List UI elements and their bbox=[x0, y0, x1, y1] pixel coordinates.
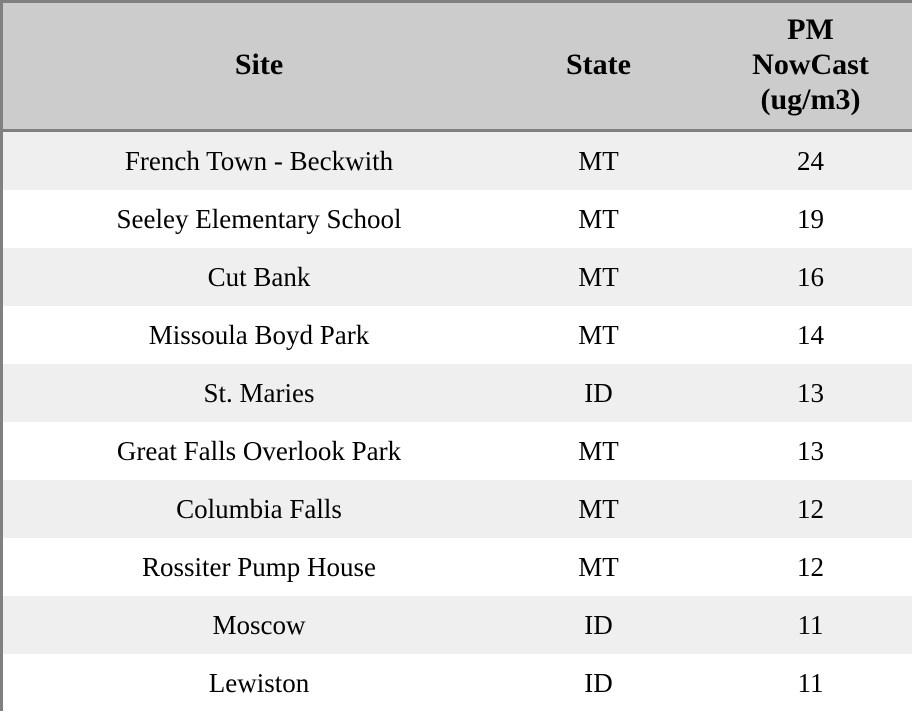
column-header-pm-nowcast-line2: NowCast bbox=[752, 47, 869, 81]
table-body bbox=[3, 131, 912, 712]
cell-state: MT bbox=[578, 203, 619, 234]
cell-pm-nowcast: 12 bbox=[797, 493, 824, 524]
column-header-site: Site bbox=[3, 3, 515, 131]
cell-site: St. Maries bbox=[203, 377, 315, 408]
cell-state: MT bbox=[578, 493, 619, 524]
cell-site: Great Falls Overlook Park bbox=[116, 435, 402, 466]
cell-state: MT bbox=[578, 261, 619, 292]
table-row bbox=[3, 596, 912, 654]
cell-site: Missoula Boyd Park bbox=[148, 319, 370, 350]
table-row bbox=[3, 480, 912, 538]
cell-site: Lewiston bbox=[208, 667, 310, 698]
cell-pm-nowcast: 13 bbox=[797, 435, 824, 466]
cell-pm-nowcast: 12 bbox=[797, 551, 824, 582]
column-header-pm-nowcast-line3: (ug/m3) bbox=[760, 82, 861, 116]
table-row bbox=[3, 364, 912, 422]
cell-site: Moscow bbox=[212, 609, 306, 640]
table-row bbox=[3, 422, 912, 480]
table-header bbox=[3, 3, 912, 131]
cell-site: French Town - Beckwith bbox=[124, 145, 394, 176]
table-row bbox=[3, 654, 912, 712]
table-row bbox=[3, 131, 912, 191]
cell-state: MT bbox=[578, 145, 619, 176]
table-row bbox=[3, 306, 912, 364]
cell-state: MT bbox=[578, 435, 619, 466]
cell-site: Rossiter Pump House bbox=[141, 551, 376, 582]
cell-pm-nowcast: 19 bbox=[797, 203, 824, 234]
cell-state: ID bbox=[584, 377, 613, 408]
table-row bbox=[3, 538, 912, 596]
cell-site: Columbia Falls bbox=[176, 493, 342, 524]
cell-pm-nowcast: 14 bbox=[797, 319, 824, 350]
air-quality-table bbox=[3, 3, 912, 712]
cell-state: ID bbox=[584, 609, 613, 640]
table-row bbox=[3, 190, 912, 248]
column-header-pm-nowcast-line1: PM bbox=[787, 13, 834, 46]
cell-pm-nowcast: 13 bbox=[797, 377, 824, 408]
cell-pm-nowcast: 16 bbox=[797, 261, 824, 292]
cell-state: MT bbox=[578, 551, 619, 582]
cell-site: Seeley Elementary School bbox=[116, 203, 402, 234]
table-row bbox=[3, 248, 912, 306]
cell-pm-nowcast: 24 bbox=[797, 145, 824, 176]
table-header-row bbox=[3, 3, 912, 131]
column-header-state: State bbox=[515, 3, 682, 131]
column-header-pm-nowcast bbox=[682, 3, 912, 131]
cell-state: ID bbox=[584, 667, 613, 698]
cell-site: Cut Bank bbox=[207, 261, 311, 292]
cell-state: MT bbox=[578, 319, 619, 350]
cell-pm-nowcast: 11 bbox=[797, 667, 824, 698]
cell-pm-nowcast: 11 bbox=[797, 609, 824, 640]
